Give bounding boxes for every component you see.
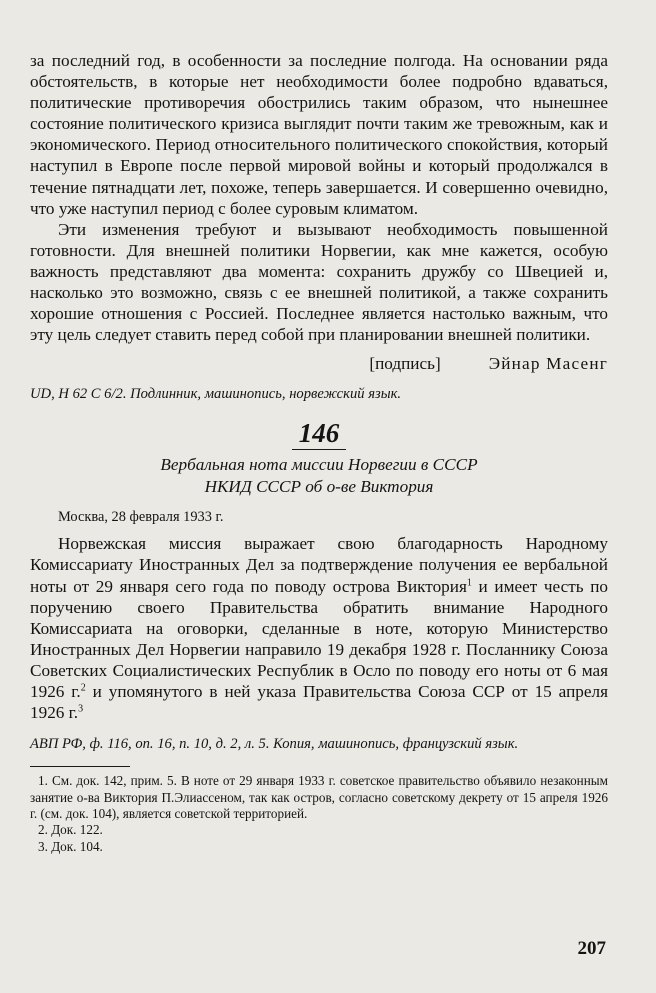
footnote-1: 1. См. док. 142, прим. 5. В ноте от 29 января 1933 г. советское правительство объявило незаконным занятие о-ва Виктория П.Элиассеном, так как остров, согласно советскому декрету от 15 апреля 1926 г. (см. док. 104), является советской территорией. [30, 773, 608, 821]
document-title-line-1: Вербальная нота миссии Норвегии в СССР [160, 455, 478, 475]
archive-note-source: UD, H 62 C 6/2. Подлинник, машинопись, норвежский язык. [30, 386, 402, 403]
paragraph-changes: Эти изменения требуют и вызывают необходимость повышенной готовности. Для внешней политики Норвегии, как мне кажется, особую важность представляют два момента: сохранить дружбу со Швецией и, насколько это возможно, связь с ее внешней политикой, а также сохранить хорошие отношения с Россией. Последнее является настолько важным, что эту цель следует ставить перед собой при планировании внешней политики. [30, 219, 608, 345]
body-part-2: и имеет честь по поручению своего Правительства обратить внимание Народного Комиссариата на оговорки, сделанные в ноте, которую Министерство Иностранных Дел Норвегии направило 19 декабря 1928 г. Посланнику Союза Советских Социалистических Республик в Осло по поводу его ноты от 6 мая 1926 г. [30, 576, 608, 701]
document-number: 146 [298, 418, 340, 449]
body-part-3: и упомянутого в ней указа Правительства Союза ССР от 15 апреля 1926 г. [30, 681, 608, 723]
document-date: Москва, 28 февраля 1933 г. [58, 509, 224, 526]
signature-mark: [подпись] [369, 354, 441, 374]
document-body [30, 533, 608, 723]
page-number: 207 [577, 938, 606, 959]
footnotes [30, 773, 608, 855]
body-part-1: Норвежская миссия выражает свою благодарность Народному Комиссариату Иностранных Дел за подтверждение получения ее вербальной ноты от 29 января сего года по поводу острова Виктория [30, 534, 608, 596]
footnote-ref-1: 1 [466, 576, 472, 588]
signature-line [30, 353, 608, 375]
archive-note-avp: АВП РФ, ф. 116, оп. 16, п. 10, д. 2, л. 5. Копия, машинопись, французский язык. [30, 736, 519, 753]
footnote-ref-2: 2 [80, 682, 86, 694]
footnote-ref-3: 3 [78, 703, 84, 715]
footnote-separator [30, 766, 130, 767]
paragraph-continuation: за последний год, в особенности за последние полгода. На основании ряда обстоятельств, в которые нет необходимости более подробно вдаваться, политические противоречия обострились таким образом, что нынешнее состояние политического кризиса выглядит почти таким же тревожным, как и экономического. Период относительного политического спокойствия, который наступил в Европе после первой мировой войны и который продолжался в течение пятнадцати лет, похоже, теперь завершается. И совершенно очевидно, что уже наступил период с более суровым климатом. [30, 51, 608, 218]
document-title-line-2: НКИД СССР об о-ве Виктория [204, 477, 434, 497]
signature-name: Эйнар Масенг [488, 354, 608, 374]
footnote-3: 3. Док. 104. [38, 838, 103, 854]
footnote-2: 2. Док. 122. [38, 822, 103, 838]
document-number-rule [292, 449, 346, 450]
page-content [30, 50, 608, 855]
